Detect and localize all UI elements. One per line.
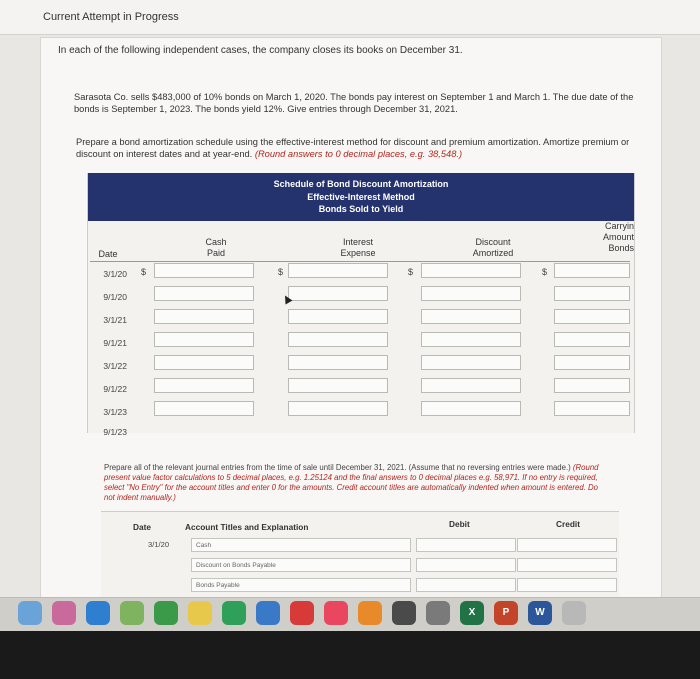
- instructions-body: Prepare a bond amortization schedule using the effective-interest method for discount and premium amortization. Amortize premium or discount on interest dates and at year-end.: [76, 137, 630, 159]
- discount-amortized-input-6[interactable]: [421, 378, 521, 393]
- account-select-1[interactable]: Cash: [191, 538, 411, 552]
- trash-icon[interactable]: [562, 601, 586, 625]
- row-date-3: 3/1/21: [103, 315, 127, 325]
- currency-cash: $: [141, 267, 147, 277]
- word-icon[interactable]: W: [528, 601, 552, 625]
- cash-paid-input-6[interactable]: [154, 378, 254, 393]
- cash-paid-input-3[interactable]: [154, 309, 254, 324]
- col-discount-amortized: Discount Amortized: [472, 237, 514, 258]
- problem-text: Sarasota Co. sells $483,000 of 10% bonds on March 1, 2020. The bonds pay interest on September 1 and March 1. The due date of the bonds is September 1, 2023. The bonds yield 12%. Give entries through December 31, 2021.: [74, 92, 634, 114]
- je-col-account: Account Titles and Explanation: [185, 522, 309, 532]
- carrying-amount-input-3[interactable]: [554, 309, 630, 324]
- row-date-8: 9/1/23: [103, 427, 127, 437]
- debit-input-1[interactable]: [416, 538, 516, 552]
- credit-input-2[interactable]: [517, 558, 617, 572]
- carrying-amount-input-7[interactable]: [554, 401, 630, 416]
- mac-dock: [0, 597, 700, 632]
- carrying-amount-input-4[interactable]: [554, 332, 630, 347]
- preview-icon[interactable]: [392, 601, 416, 625]
- account-select-2[interactable]: Discount on Bonds Payable: [191, 558, 411, 572]
- discount-amortized-input-7[interactable]: [421, 401, 521, 416]
- col-date: Date: [98, 249, 118, 259]
- interest-expense-input-4[interactable]: [288, 332, 388, 347]
- col-interest-expense: Interest Expense: [340, 237, 376, 258]
- excel-icon[interactable]: X: [460, 601, 484, 625]
- amortization-schedule: [87, 173, 635, 437]
- safari-icon[interactable]: [86, 601, 110, 625]
- top-bar: [0, 0, 700, 35]
- discount-amortized-input-2[interactable]: [421, 286, 521, 301]
- block-icon[interactable]: [290, 601, 314, 625]
- notes-icon[interactable]: [188, 601, 212, 625]
- account-select-3[interactable]: Bonds Payable: [191, 578, 411, 592]
- interest-expense-input-1[interactable]: [288, 263, 388, 278]
- interest-expense-input-6[interactable]: [288, 378, 388, 393]
- schedule-title: Schedule of Bond Discount Amortization: [273, 179, 449, 189]
- col-carrying-amount: Carryin Amount Bonds: [602, 221, 634, 253]
- debit-input-3[interactable]: [416, 578, 516, 592]
- question-card: [40, 37, 662, 599]
- col-cash-paid: Cash Paid: [205, 237, 227, 258]
- facetime-icon[interactable]: [154, 601, 178, 625]
- debit-input-2[interactable]: [416, 558, 516, 572]
- finder-icon[interactable]: [18, 601, 42, 625]
- interest-expense-input-2[interactable]: [288, 286, 388, 301]
- je-entry-date: 3/1/20: [148, 540, 170, 549]
- cash-paid-input-2[interactable]: [154, 286, 254, 301]
- schedule-subtitle: Bonds Sold to Yield: [318, 204, 404, 214]
- credit-input-3[interactable]: [517, 578, 617, 592]
- attempt-status: Current Attempt in Progress: [43, 11, 179, 23]
- je-col-debit: Debit: [449, 519, 470, 529]
- row-date-2: 9/1/20: [103, 292, 127, 302]
- settings-icon[interactable]: [426, 601, 450, 625]
- cash-paid-input-1[interactable]: [154, 263, 254, 278]
- carrying-amount-input-5[interactable]: [554, 355, 630, 370]
- maps-icon[interactable]: [120, 601, 144, 625]
- row-date-6: 9/1/22: [103, 384, 127, 394]
- discount-amortized-input-3[interactable]: [421, 309, 521, 324]
- books-icon[interactable]: [358, 601, 382, 625]
- photos-icon[interactable]: [52, 601, 76, 625]
- schedule-header: [88, 173, 634, 221]
- header-divider: [90, 261, 630, 262]
- interest-expense-input-5[interactable]: [288, 355, 388, 370]
- discount-amortized-input-4[interactable]: [421, 332, 521, 347]
- powerpoint-icon[interactable]: P: [494, 601, 518, 625]
- journal-instructions: [104, 463, 604, 503]
- schedule-method: Effective-Interest Method: [307, 191, 415, 202]
- row-date-5: 3/1/22: [103, 361, 127, 371]
- row-date-4: 9/1/21: [103, 338, 127, 348]
- instructions-text: [76, 136, 636, 160]
- carrying-amount-input-1[interactable]: [554, 263, 630, 278]
- currency-carrying: $: [542, 267, 548, 277]
- row-date-7: 3/1/23: [103, 407, 127, 417]
- je-col-credit: Credit: [556, 519, 580, 529]
- discount-amortized-input-5[interactable]: [421, 355, 521, 370]
- screen-bottom-edge: [0, 631, 700, 679]
- je-col-date: Date: [133, 522, 151, 532]
- interest-expense-input-7[interactable]: [288, 401, 388, 416]
- cash-paid-input-7[interactable]: [154, 401, 254, 416]
- numbers-icon[interactable]: [222, 601, 246, 625]
- discount-amortized-input-1[interactable]: [421, 263, 521, 278]
- keynote-icon[interactable]: [256, 601, 280, 625]
- journal-note: (Round present value factor calculations to 5 decimal places, e.g. 1.25124 and the final answers to 0 decimal places e.g. 58,971. If no entry is required, select "No Entry" for the account titles and enter 0 for the amounts. Credit account titles are automatically indented when amount is entered. Do not indent manually.): [104, 463, 599, 502]
- currency-interest: $: [278, 267, 284, 277]
- rounding-note: (Round answers to 0 decimal places, e.g. 38,548.): [254, 149, 463, 159]
- carrying-amount-input-6[interactable]: [554, 378, 630, 393]
- carrying-amount-input-2[interactable]: [554, 286, 630, 301]
- interest-expense-input-3[interactable]: [288, 309, 388, 324]
- row-date-1: 3/1/20: [103, 269, 127, 279]
- credit-input-1[interactable]: [517, 538, 617, 552]
- currency-discount: $: [408, 267, 414, 277]
- music-icon[interactable]: [324, 601, 348, 625]
- intro-text: In each of the following independent cases, the company closes its books on December 31.: [58, 45, 463, 56]
- cash-paid-input-5[interactable]: [154, 355, 254, 370]
- cash-paid-input-4[interactable]: [154, 332, 254, 347]
- journal-instructions-body: Prepare all of the relevant journal entries from the time of sale until December 31, 2021. (Assume that no reversing entries were made.): [104, 463, 571, 472]
- journal-entry-table: [101, 511, 619, 600]
